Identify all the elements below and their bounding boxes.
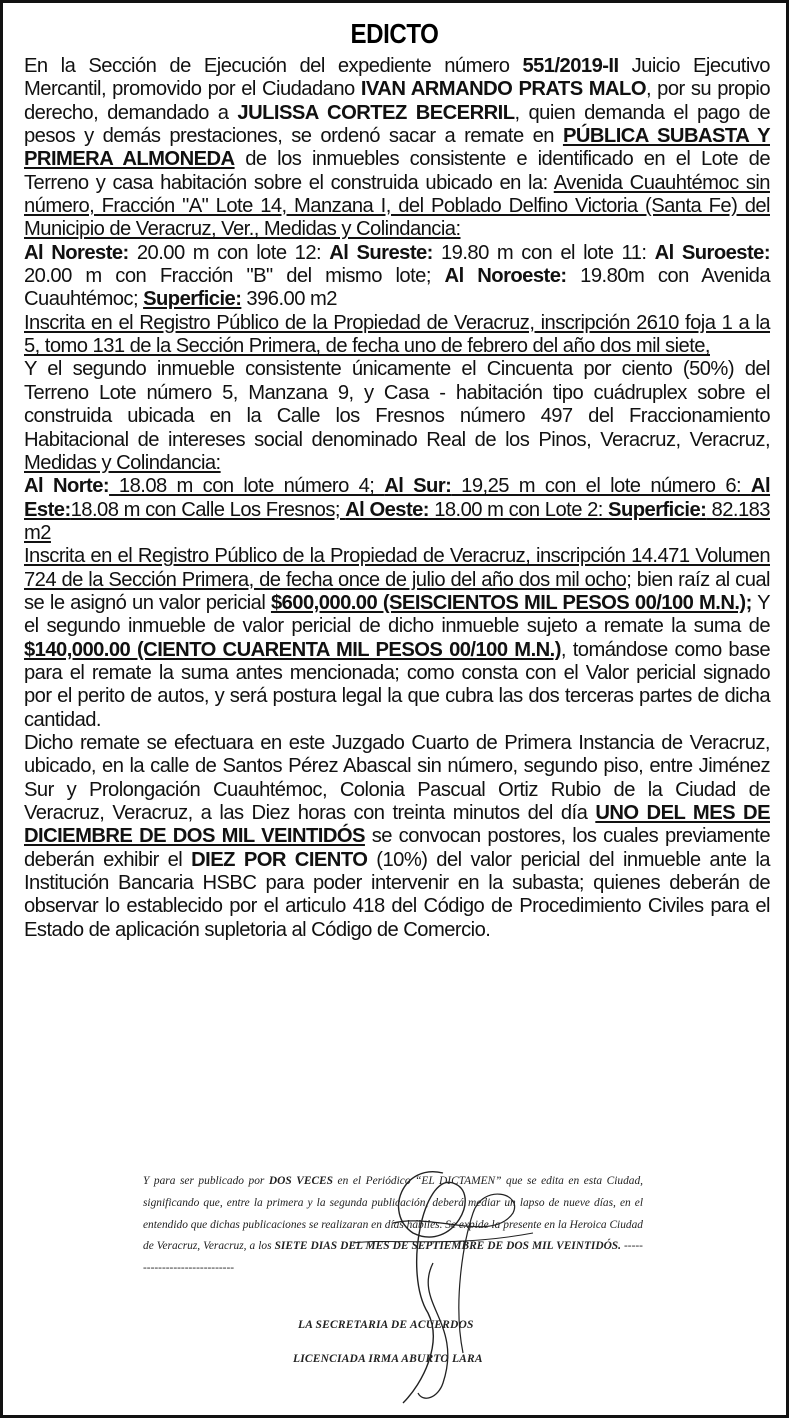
secretary-title: LA SECRETARIA DE ACUERDOS	[298, 1319, 474, 1331]
text: 18.08 m con lote número 4;	[109, 475, 385, 498]
label-este: Al Este:	[24, 475, 771, 521]
valuation-1: $600,000.00 (SEISCIENTOS MIL PESOS 00/100 M.N.);	[270, 591, 752, 614]
text: se convocan postores, los cuales previamente deberán exhibir el	[24, 825, 770, 871]
label-suroeste: Al Suroeste:	[654, 241, 770, 264]
edict-title: EDICTO	[350, 18, 439, 49]
text: , tomándose como base para el remate la suma antes mencionada; como consta con el Valor pericial signado por el perito de autos, y será postura legal la que cubra las dos terceras partes de dicha cantidad.	[24, 638, 770, 731]
text: -----------------------------	[143, 1240, 643, 1275]
text: Y el segundo inmueble de valor pericial de dicho inmueble sujeto a remate la suma de	[24, 591, 770, 638]
auction-date: UNO DEL MES DE DICIEMBRE DE DOS MIL VEINTIDÓS	[24, 802, 770, 848]
text: 396.00 m2	[241, 288, 337, 311]
registry-2: Inscrita en el Registro Público de la Propiedad de Veracruz, inscripción 14.471 Volumen 724 de la Sección Primera, de fecha once de julio del año dos mil ocho;	[24, 545, 770, 591]
label-superficie: Superficie:	[143, 288, 242, 311]
valuation-2: $140,000.00 (CIENTO CUARENTA MIL PESOS 00/100 M.N.)	[24, 638, 561, 661]
text: 19.80 m con el lote 11:	[432, 241, 655, 264]
deposit-percent: DIEZ POR CIENTO	[191, 848, 368, 871]
text: 20.00 m con lote 12:	[128, 241, 330, 264]
label-oeste: Al Oeste:	[345, 498, 429, 521]
text: de los inmuebles consistente e identificado en el Lote de Terreno y casa habitación sobre el construida ubicado en la:	[24, 148, 771, 194]
issue-date: SIETE DIAS DEL MES DE SEPTIEMBRE DE DOS MIL VEINTIDÓS.	[274, 1240, 621, 1253]
label-sureste: Al Sureste:	[329, 241, 433, 264]
times-published: DOS VECES	[268, 1175, 333, 1187]
text: 19.80m con Avenida Cuauhtémoc;	[24, 265, 771, 311]
auction-type: PÚBLICA SUBASTA Y PRIMERA ALMONEDA	[24, 125, 770, 171]
text: (10%) del valor pericial del inmueble ante la Institución Bancaria HSBC para poder intervenir en la subasta; quienes deberán de observar lo establecido por el articulo 418 del Código de Procedimiento Civiles para el Estado de aplicación supletoria al Código de Comercio.	[24, 848, 770, 941]
text: , quien demanda el pago de pesos y demás prestaciones, se ordenó sacar a remate en	[24, 101, 771, 148]
label-sur: Al Sur:	[384, 475, 452, 498]
text: Dicho remate se efectuara en este Juzgado Cuarto de Primera Instancia de Veracruz, ubicado, en la calle de Santos Pérez Abascal sin número, segundo piso, entre Jiménez Sur y Prolongación Cuauhtémoc, Colonia Pascual Ortiz Rubio de la Ciudad de Veracruz, Veracruz, a las Diez horas con treinta minutos del día	[24, 731, 770, 824]
text: 18.00 m con Lote 2:	[428, 498, 609, 521]
label-superficie: Superficie:	[608, 498, 707, 521]
paragraph-expediente	[24, 55, 770, 242]
text: 20.00 m con Fracción "B" del mismo lote;	[24, 265, 445, 288]
paragraph-property-1-measures	[24, 242, 770, 312]
label-noroeste: Al Noroeste:	[444, 265, 567, 288]
defendant-name: JULISSA CORTEZ BECERRIL	[237, 101, 515, 124]
paragraph-registry-2-valuation	[24, 545, 770, 732]
case-number: 551/2019-II	[522, 55, 619, 77]
publication-notice	[143, 1171, 643, 1280]
text: , por su propio derecho, demandado a	[24, 78, 771, 124]
text: en el Periódico “EL DICTAMEN” que se edita en esta Ciudad, significando que, entre la primera y la segunda publicación, deberá mediar un lapso de nueve días, en el entendido que dichas publicaciones se realizaran en días hábiles. Se expide la presente en la Heroica Ciudad de Veracruz, Veracruz, a los	[143, 1175, 643, 1253]
paragraph-property-2	[24, 358, 770, 475]
text: En la Sección de Ejecución del expediente número	[24, 55, 523, 77]
plaintiff-name: IVAN ARMANDO PRATS MALO	[360, 78, 646, 101]
edict-body	[24, 55, 770, 942]
paragraph-registry-1: Inscrita en el Registro Público de la Propiedad de Veracruz, inscripción 2610 foja 1 a la 5, tomo 131 de la Sección Primera, de fecha uno de febrero del año dos mil siete,	[24, 311, 770, 358]
text: bien raíz al cual se le asignó un valor pericial	[24, 568, 770, 614]
property-1-location: Avenida Cuauhtémoc sin número, Fracción "A" Lote 14, Manzana I, del Poblado Delfino Victoria (Santa Fe) del Municipio de Veracruz, Ver., Medidas y Colindancia:	[24, 171, 770, 241]
paragraph-auction-details	[24, 732, 770, 942]
label-noreste: Al Noreste:	[24, 241, 129, 264]
text: 82.183 m2	[24, 498, 770, 544]
paragraph-property-2-measures	[24, 475, 770, 545]
text: Y para ser publicado por	[143, 1175, 269, 1187]
text: Juicio Ejecutivo Mercantil, promovido por el Ciudadano	[24, 55, 770, 101]
text: Y el segundo inmueble consistente únicamente el Cincuenta por ciento (50%) del Terreno Lote número 5, Manzana 9, y Casa - habitación tipo cuádruplex sobre el construida ubicada en la Calle los Fresnos número 497 del Fraccionamiento Habitacional de intereses social denominado Real de los Pinos, Veracruz, Veracruz,	[24, 358, 770, 451]
measures-heading: Medidas y Colindancia:	[24, 451, 221, 474]
text: 18.08 m con Calle Los Fresnos;	[70, 498, 346, 521]
text: 19,25 m con el lote número 6:	[451, 475, 751, 498]
secretary-name: LICENCIADA IRMA ABURTO LARA	[293, 1353, 483, 1365]
label-norte: Al Norte:	[24, 475, 110, 498]
